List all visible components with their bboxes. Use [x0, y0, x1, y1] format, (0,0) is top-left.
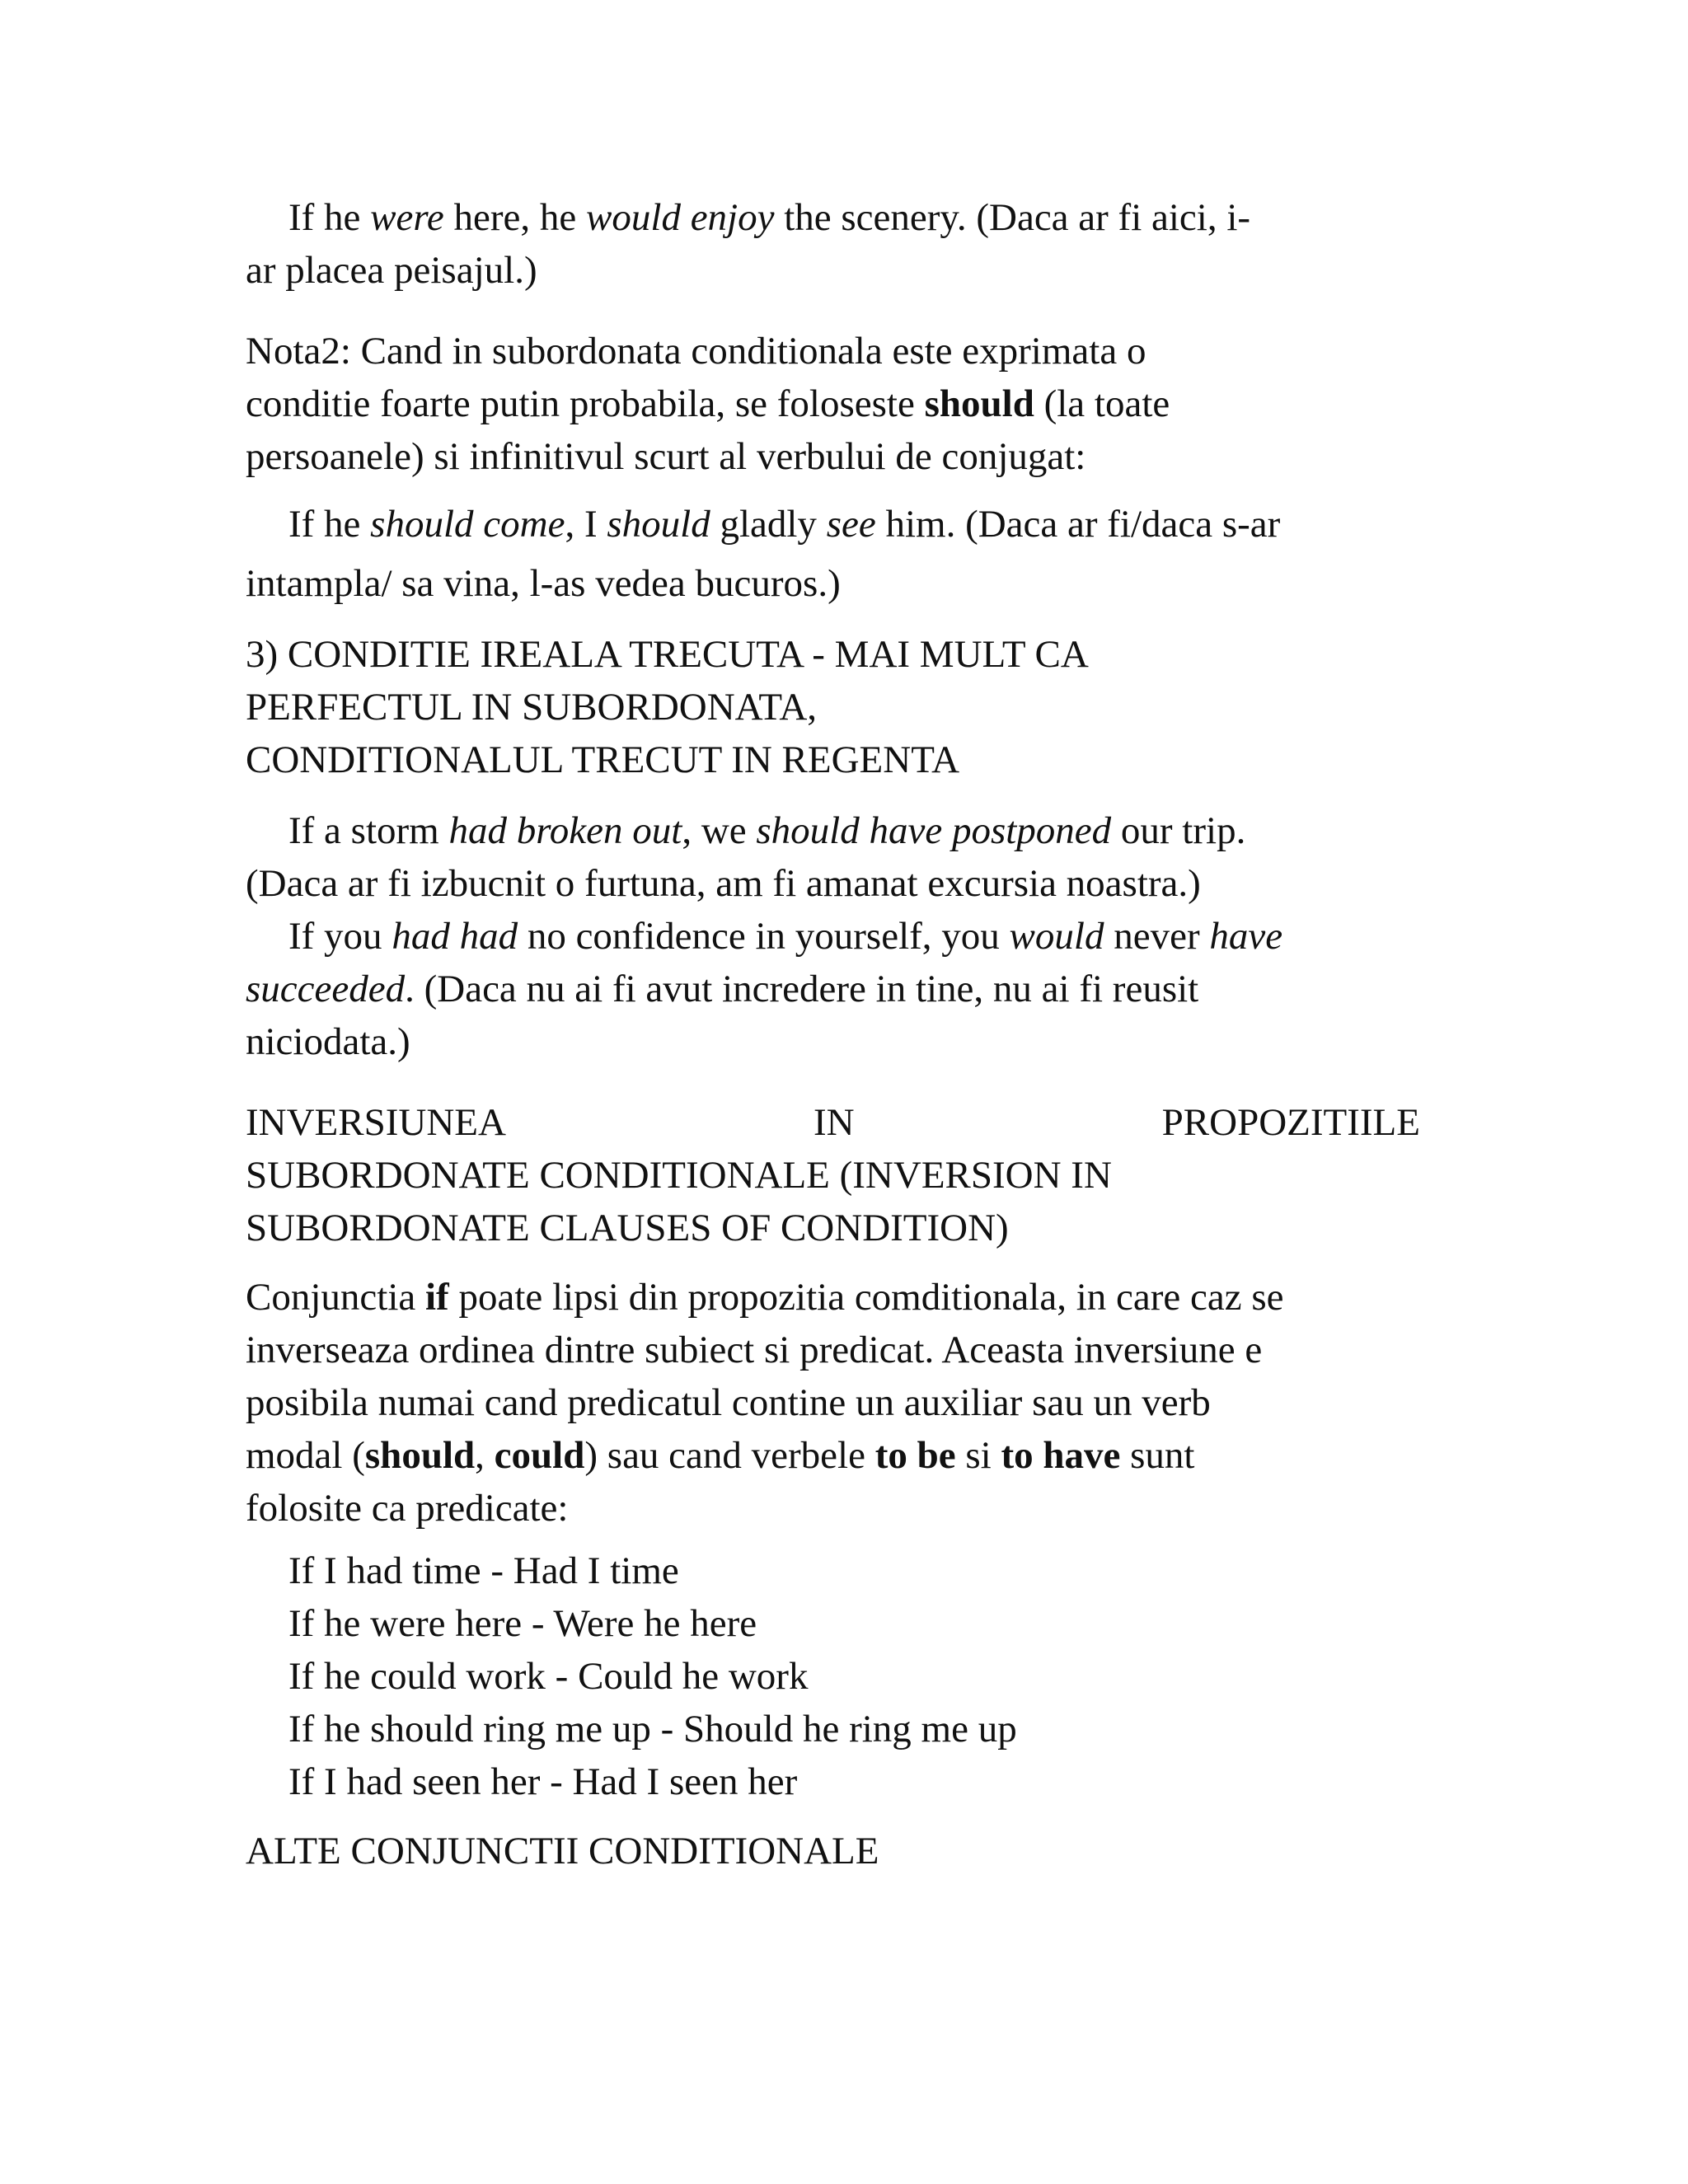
text-run: poate lipsi din propozitia comditionala, in care caz se — [448, 1276, 1284, 1319]
conjunctia-paragraph — [246, 1271, 1420, 1535]
text-run: If a storm — [288, 809, 449, 852]
italic-run: should — [607, 503, 710, 546]
bold-run: if — [425, 1276, 449, 1319]
text-line — [246, 804, 1420, 857]
bold-run: to have — [1001, 1434, 1121, 1477]
text-line: ar placea peisajul.) — [246, 249, 537, 292]
text-run: (la toate — [1034, 382, 1170, 425]
text-run: our trip. — [1111, 809, 1246, 852]
text-run: . (Daca nu ai fi avut incredere in tine, nu ai fi reusit — [405, 968, 1199, 1010]
section-heading-conditie-ireala-trecuta — [246, 628, 1420, 786]
text-run: , I — [565, 503, 607, 546]
section-heading-alte-conjunctii — [246, 1825, 1420, 1877]
heading-word: IN — [814, 1101, 855, 1144]
list-item: If I had seen her - Had I seen her — [288, 1760, 798, 1803]
bold-run: to be — [874, 1434, 956, 1477]
text-run: If he — [288, 196, 371, 239]
text-run: no confidence in yourself, you — [518, 915, 1010, 958]
italic-run: should have postponed — [756, 809, 1112, 852]
list-item: If he should ring me up - Should he ring me up — [288, 1708, 1017, 1750]
text-line — [246, 377, 1420, 430]
italic-run: would — [1009, 915, 1104, 958]
text-run: him. (Daca ar fi/daca s-ar — [875, 503, 1281, 546]
example-were-here — [246, 191, 1420, 297]
text-line: posibila numai cand predicatul contine un auxiliar sau un verb — [246, 1381, 1211, 1424]
note-2-paragraph — [246, 325, 1420, 483]
italic-run: should come — [370, 503, 565, 546]
heading-line: ALTE CONJUNCTII CONDITIONALE — [246, 1830, 879, 1872]
bold-run: could — [494, 1434, 585, 1477]
heading-line: SUBORDONATE CLAUSES OF CONDITION) — [246, 1207, 1009, 1249]
text-line: niciodata.) — [246, 1020, 410, 1063]
list-item: If I had time - Had I time — [288, 1549, 679, 1592]
heading-word: PROPOZITIILE — [1161, 1101, 1420, 1144]
text-line — [246, 1271, 1420, 1324]
text-line: inverseaza ordinea dintre subiect si predicat. Aceasta inversiune e — [246, 1329, 1263, 1371]
inversion-examples-list — [246, 1544, 1420, 1808]
text-line — [246, 1429, 1420, 1482]
bold-run: should — [924, 382, 1034, 425]
text-run: Conjunctia — [246, 1276, 425, 1319]
heading-line — [246, 1096, 1420, 1149]
text-line — [246, 963, 1420, 1015]
text-run: gladly — [710, 503, 827, 546]
text-run: conditie foarte putin probabila, se foloseste — [246, 382, 925, 425]
text-line — [246, 498, 1420, 551]
section-heading-inversiunea — [246, 1096, 1420, 1254]
text-run: If you — [288, 915, 392, 958]
example-confidence — [246, 910, 1420, 1068]
text-run: modal ( — [246, 1434, 365, 1477]
heading-word: INVERSIUNEA — [246, 1101, 506, 1144]
text-line — [246, 191, 1420, 244]
text-line: intampla/ sa vina, l-as vedea bucuros.) — [246, 562, 841, 605]
italic-run: succeeded — [246, 968, 406, 1010]
text-run: ) sau cand verbele — [584, 1434, 875, 1477]
italic-run: were — [370, 196, 444, 239]
italic-run: have — [1209, 915, 1283, 958]
text-line: folosite ca predicate: — [246, 1487, 569, 1530]
italic-run: had had — [392, 915, 518, 958]
text-line: (Daca ar fi izbucnit o furtuna, am fi amanat excursia noastra.) — [246, 862, 1201, 905]
list-item: If he were here - Were he here — [288, 1602, 757, 1645]
text-line: Nota2: Cand in subordonata conditionala este exprimata o — [246, 330, 1146, 373]
example-should-come — [246, 498, 1420, 610]
text-run: sunt — [1120, 1434, 1195, 1477]
list-item: If he could work - Could he work — [288, 1655, 809, 1698]
italic-run: had broken out — [448, 809, 682, 852]
text-run: si — [955, 1434, 1001, 1477]
text-run: , — [475, 1434, 495, 1477]
text-run: the scenery. (Daca ar fi aici, i- — [774, 196, 1251, 239]
text-line: persoanele) si infinitivul scurt al verbului de conjugat: — [246, 435, 1086, 478]
heading-line: SUBORDONATE CONDITIONALE (INVERSION IN — [246, 1154, 1112, 1197]
heading-line: CONDITIONALUL TRECUT IN REGENTA — [246, 738, 960, 781]
text-run: never — [1104, 915, 1210, 958]
italic-run: would enjoy — [586, 196, 775, 239]
example-storm — [246, 804, 1420, 910]
heading-line: 3) CONDITIE IREALA TRECUTA - MAI MULT CA — [246, 633, 1089, 676]
text-run: , we — [682, 809, 757, 852]
text-run: If he — [288, 503, 371, 546]
text-run: here, he — [443, 196, 587, 239]
heading-line: PERFECTUL IN SUBORDONATA, — [246, 686, 818, 729]
text-line — [246, 910, 1420, 963]
italic-run: see — [826, 503, 876, 546]
bold-run: should — [364, 1434, 476, 1477]
